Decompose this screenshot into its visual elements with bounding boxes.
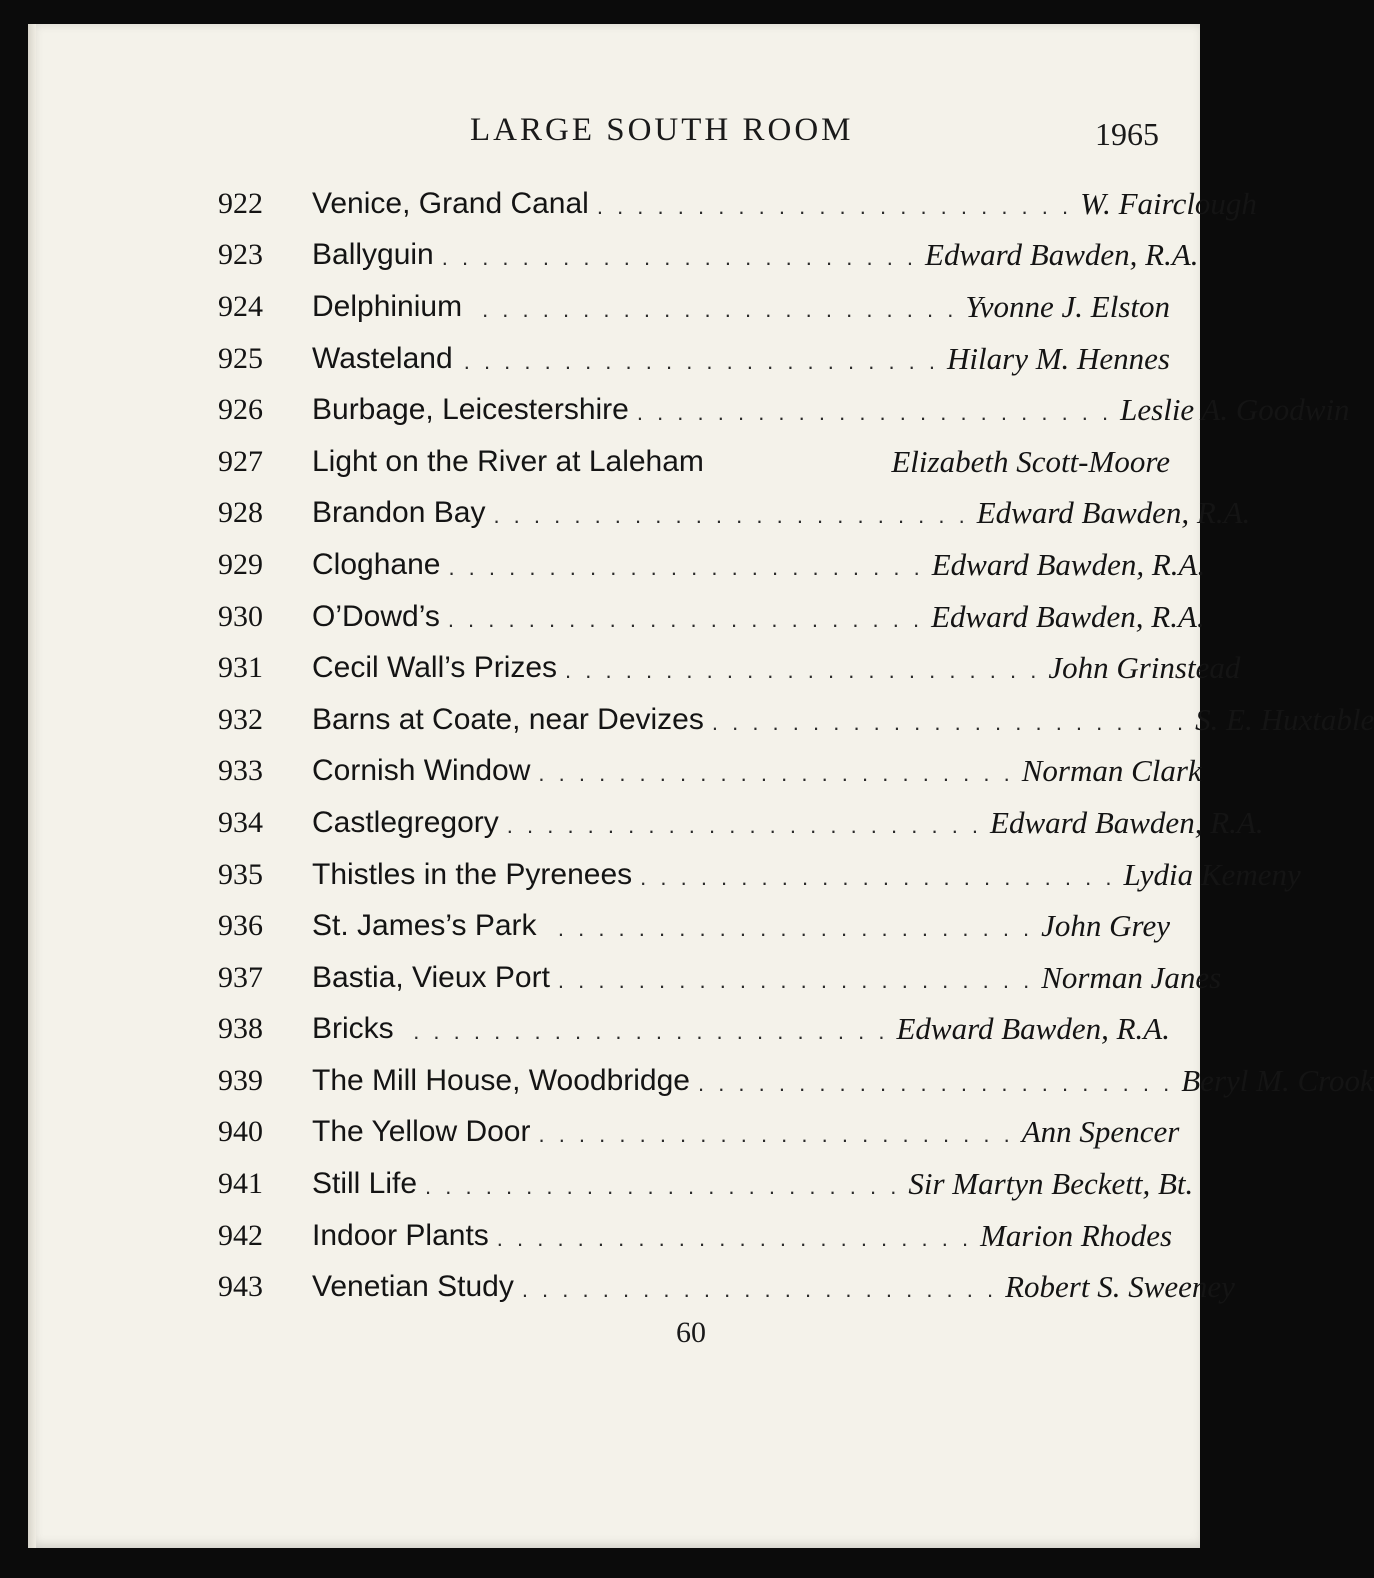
dot-leader: . . . . . . . . . . . . . . . . . . . . . . . . <box>538 1122 1014 1148</box>
entry-artist: Edward Bawden, R.A. <box>976 495 1251 531</box>
catalogue-entry <box>218 797 1264 849</box>
catalogue-entry <box>218 746 1202 798</box>
catalogue-entry <box>218 281 1170 333</box>
dot-leader: . . . . . . . . . . . . . . . . . . . . . . . . <box>413 1019 889 1045</box>
entry-artist: Ann Spencer <box>1021 1114 1180 1150</box>
dot-leader: . . . . . . . . . . . . . . . . . . . . . . . . <box>425 1174 901 1200</box>
entry-number: 924 <box>218 289 263 323</box>
catalogue-entry <box>218 539 1206 591</box>
entry-number: 934 <box>218 805 263 839</box>
entry-artist: Edward Bawden, R.A. <box>931 546 1206 582</box>
entry-title: The Yellow Door <box>312 1115 531 1149</box>
dot-leader: . . . . . . . . . . . . . . . . . . . . . . . . <box>448 554 924 580</box>
entry-number: 939 <box>218 1063 263 1097</box>
entry-title: Thistles in the Pyrenees <box>312 857 633 891</box>
entry-title: The Mill House, Woodbridge <box>312 1063 690 1097</box>
dot-leader: . . . . . . . . . . . . . . . . . . . . . . . . <box>697 1070 1174 1096</box>
catalogue-entry <box>218 230 1199 282</box>
dot-leader: . . . . . . . . . . . . . . . . . . . . . . . . <box>538 761 1014 787</box>
page-number: 60 <box>676 1316 706 1349</box>
catalogue-entry <box>218 488 1251 540</box>
catalogue-entry <box>218 849 1301 901</box>
dot-leader: . . . . . . . . . . . . . . . . . . . . . . . . <box>506 812 983 838</box>
entry-artist: John Grey <box>1041 908 1170 944</box>
catalogue-entry <box>218 178 1257 230</box>
entry-number: 933 <box>218 754 263 788</box>
dot-leader: . . . . . . . . . . . . . . . . . . . . . . . . <box>493 503 969 529</box>
entry-artist: Hilary M. Hennes <box>947 340 1170 376</box>
entry-number: 927 <box>218 444 263 478</box>
entry-number: 943 <box>218 1270 263 1304</box>
entry-number: 935 <box>218 857 263 891</box>
dot-leader: . . . . . . . . . . . . . . . . . . . . . . . . <box>447 606 924 632</box>
catalogue-entry <box>218 1210 1173 1262</box>
entry-number: 942 <box>218 1218 263 1252</box>
page-gutter-edge <box>28 24 36 1548</box>
entry-title: Castlegregory <box>312 805 499 839</box>
catalogue-entry <box>218 900 1170 952</box>
entry-title: Bricks <box>312 1012 394 1046</box>
entry-number: 937 <box>218 960 263 994</box>
entry-title: Delphinium <box>312 289 463 323</box>
entry-title: Cornish Window <box>312 754 531 788</box>
entry-number: 925 <box>218 341 263 375</box>
dot-leader: . . . . . . . . . . . . . . . . . . . . . . . . <box>557 916 1034 942</box>
dot-leader: . . . . . . . . . . . . . . . . . . . . . . . . <box>711 709 1188 735</box>
dot-leader: . . . . . . . . . . . . . . . . . . . . . . . . <box>496 1225 973 1251</box>
catalogue-entry <box>218 591 1205 643</box>
entry-artist: W. Fairclough <box>1080 185 1257 221</box>
entry-title: St. James’s Park <box>312 909 537 943</box>
entry-artist: Sir Martyn Beckett, Bt. <box>908 1166 1194 1202</box>
entry-artist: Beryl M. Crook <box>1181 1062 1374 1098</box>
dot-leader: . . . . . . . . . . . . . . . . . . . . . . . . <box>482 296 958 322</box>
entry-number: 932 <box>218 702 263 736</box>
entry-number: 923 <box>218 238 263 272</box>
entry-number: 929 <box>218 547 263 581</box>
catalogue-entry <box>218 642 1241 694</box>
entry-title: Wasteland <box>312 341 453 375</box>
entry-title: O’Dowd’s <box>312 599 440 633</box>
entry-artist: Norman Janes <box>1041 959 1222 995</box>
page-year: 1965 <box>1095 116 1159 152</box>
catalogue-entry <box>218 694 1374 746</box>
entry-title: Barns at Coate, near Devizes <box>312 702 704 736</box>
catalogue-entry <box>218 436 1170 488</box>
entry-title: Venice, Grand Canal <box>312 186 589 220</box>
entry-title: Cecil Wall’s Prizes <box>312 651 558 685</box>
entry-artist: S. E. Huxtable <box>1195 701 1374 737</box>
entry-number: 940 <box>218 1115 263 1149</box>
catalogue-entry <box>218 1261 1235 1313</box>
catalogue-entry <box>218 952 1222 1004</box>
dot-leader: . . . . . . . . . . . . . . . . . . . . . . . . <box>441 245 918 271</box>
entry-artist: Marion Rhodes <box>980 1217 1173 1253</box>
entry-artist: Leslie A. Goodwin <box>1120 392 1350 428</box>
entry-title: Cloghane <box>312 547 441 581</box>
entry-artist: John Grinstead <box>1048 650 1241 686</box>
entry-artist: Edward Bawden, R.A. <box>931 598 1205 634</box>
catalogue-entry-list <box>218 178 1374 1313</box>
entry-title: Still Life <box>312 1167 418 1201</box>
entry-title: Indoor Plants <box>312 1218 489 1252</box>
running-head: LARGE SOUTH ROOM <box>470 112 854 148</box>
dot-leader: . . . . . . . . . . . . . . . . . . . . . . . . <box>596 193 1073 219</box>
entry-artist: Robert S. Sweeney <box>1005 1269 1235 1305</box>
dot-leader <box>704 459 891 465</box>
entry-number: 941 <box>218 1167 263 1201</box>
entry-artist: Edward Bawden, R.A. <box>925 237 1199 273</box>
entry-title: Venetian Study <box>312 1270 514 1304</box>
entry-title: Light on the River at Laleham <box>312 444 704 478</box>
entry-artist: Edward Bawden, R.A. <box>990 804 1264 840</box>
dot-leader: . . . . . . . . . . . . . . . . . . . . . . . . <box>557 967 1034 993</box>
entry-number: 938 <box>218 1012 263 1046</box>
entry-title: Bastia, Vieux Port <box>312 960 550 994</box>
dot-leader: . . . . . . . . . . . . . . . . . . . . . . . . <box>521 1277 998 1303</box>
catalogue-entry <box>218 1158 1194 1210</box>
entry-title: Burbage, Leicestershire <box>312 393 629 427</box>
catalogue-entry <box>218 333 1170 385</box>
catalogue-entry <box>218 1004 1170 1056</box>
dot-leader: . . . . . . . . . . . . . . . . . . . . . . . . <box>463 348 940 374</box>
entry-number: 936 <box>218 909 263 943</box>
catalogue-entry <box>218 384 1350 436</box>
entry-title: Ballyguin <box>312 238 434 272</box>
dot-leader: . . . . . . . . . . . . . . . . . . . . . . . . <box>640 864 1116 890</box>
catalogue-entry <box>218 1107 1180 1159</box>
entry-number: 928 <box>218 496 263 530</box>
entry-artist: Edward Bawden, R.A. <box>896 1011 1170 1047</box>
entry-artist: Norman Clark <box>1021 753 1202 789</box>
entry-artist: Yvonne J. Elston <box>965 288 1170 324</box>
entry-artist: Elizabeth Scott-Moore <box>891 443 1170 479</box>
dot-leader: . . . . . . . . . . . . . . . . . . . . . . . . <box>565 658 1041 684</box>
entry-number: 926 <box>218 393 263 427</box>
entry-number: 930 <box>218 599 263 633</box>
entry-title: Brandon Bay <box>312 496 486 530</box>
entry-artist: Lydia Kemeny <box>1123 856 1301 892</box>
entry-number: 922 <box>218 186 263 220</box>
entry-number: 931 <box>218 651 263 685</box>
catalogue-entry <box>218 1055 1374 1107</box>
dot-leader: . . . . . . . . . . . . . . . . . . . . . . . . <box>636 400 1113 426</box>
